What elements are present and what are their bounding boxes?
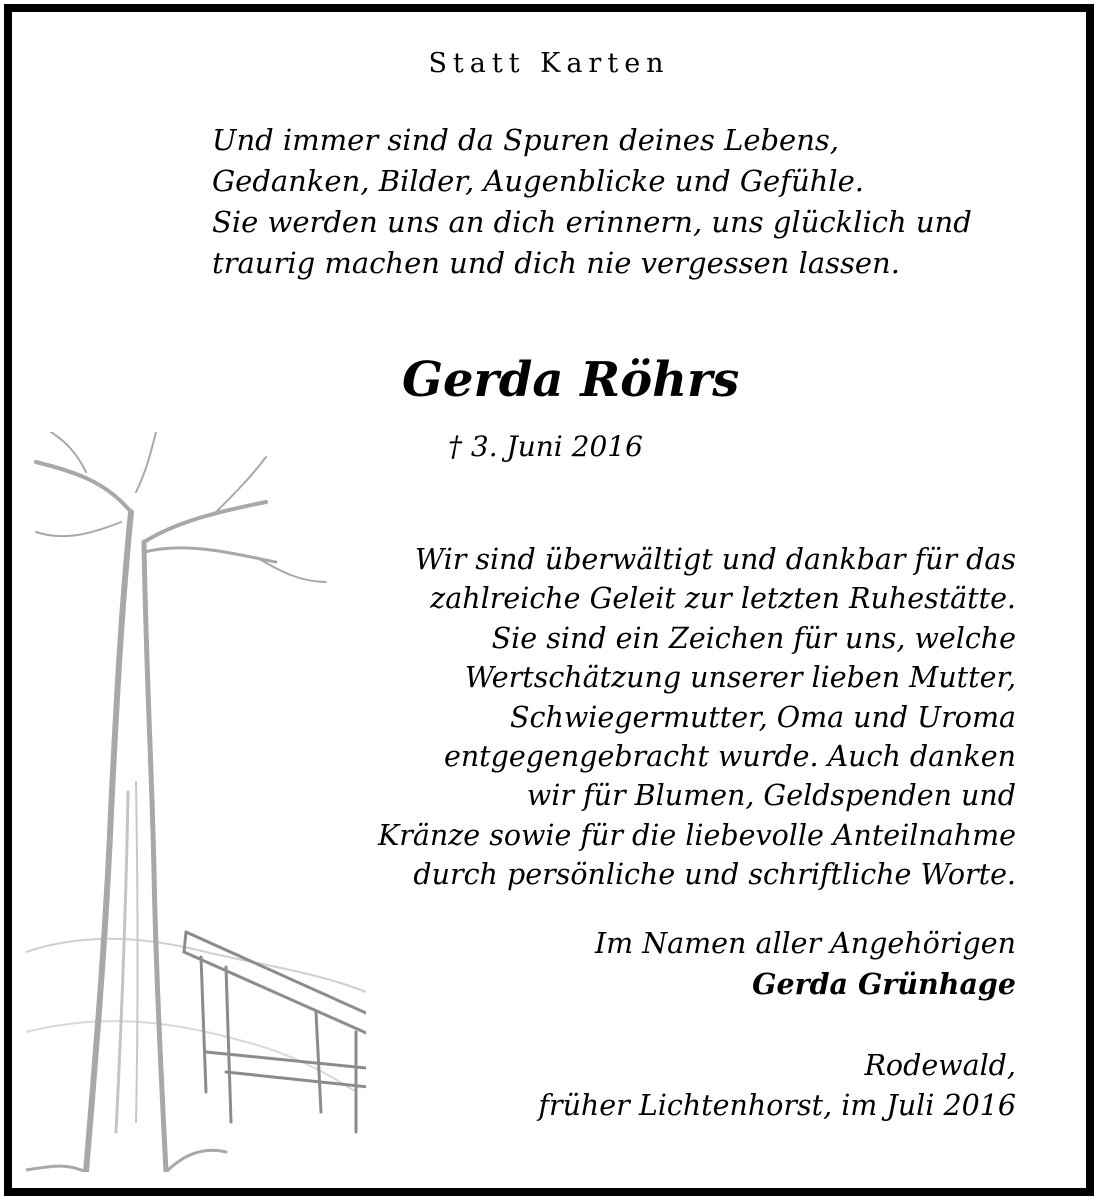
signature-intro: Im Namen aller Angehörigen [594, 927, 1016, 960]
obituary-notice [4, 4, 1094, 1196]
poem [212, 120, 972, 284]
place-date [538, 1046, 1016, 1126]
thanks-text [296, 540, 1016, 895]
place-line: Rodewald, [864, 1049, 1016, 1082]
thanks-line: Schwiegermutter, Oma und Uroma [510, 700, 1016, 734]
header-title: Statt Karten [428, 48, 670, 79]
signature-block [595, 924, 1016, 1004]
poem-line: Sie werden uns an dich erinnern, uns glücklich und [212, 205, 972, 239]
deceased-name: Gerda Röhrs [402, 352, 740, 408]
thanks-line: wir für Blumen, Geldspenden und [526, 779, 1016, 813]
thanks-line: entgegengebracht wurde. Auch danken [443, 740, 1016, 774]
signer-name: Gerda Grünhage [752, 967, 1016, 1001]
poem-line: Und immer sind da Spuren deines Lebens, [212, 123, 839, 157]
poem-line: traurig machen und dich nie vergessen lassen. [212, 246, 900, 280]
thanks-line: Wir sind überwältigt und dankbar für das [414, 543, 1016, 576]
thanks-line: Wertschätzung unserer lieben Mutter, [464, 661, 1016, 695]
thanks-line: Kränze sowie für die liebevolle Anteilnahme [378, 818, 1016, 852]
thanks-line: zahlreiche Geleit zur letzten Ruhestätte. [430, 582, 1016, 616]
thanks-line: Sie sind ein Zeichen für uns, welche [491, 621, 1016, 655]
thanks-line: durch persönliche und schriftliche Worte. [413, 858, 1016, 892]
death-date: † 3. Juni 2016 [448, 430, 643, 463]
place-line: früher Lichtenhorst, im Juli 2016 [538, 1089, 1016, 1122]
poem-line: Gedanken, Bilder, Augenblicke und Gefühle. [212, 164, 864, 198]
